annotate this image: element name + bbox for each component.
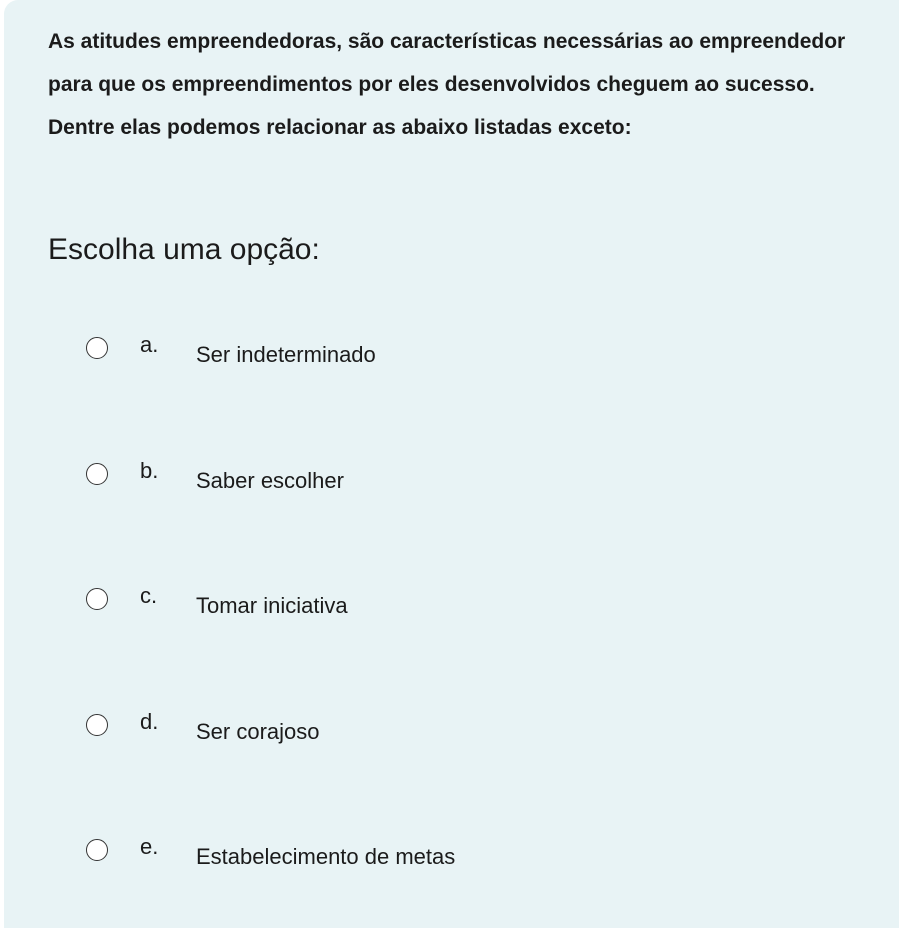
option-label[interactable]: Tomar iniciativa (196, 593, 348, 618)
option-letter: c. (140, 583, 158, 608)
radio-button-icon[interactable] (86, 588, 108, 610)
option-letter: e. (140, 834, 159, 859)
option-letter: b. (140, 458, 159, 483)
option-a[interactable] (80, 331, 680, 371)
option-letter: d. (140, 709, 159, 734)
option-c[interactable] (80, 582, 680, 622)
radio-button-icon[interactable] (86, 714, 108, 736)
option-letter: a. (140, 332, 159, 357)
option-e[interactable] (80, 833, 680, 873)
radio-button-icon[interactable] (86, 463, 108, 485)
option-label[interactable]: Estabelecimento de metas (196, 844, 456, 869)
options-list (4, 0, 899, 928)
option-d[interactable] (80, 708, 680, 748)
option-label[interactable]: Ser indeterminado (196, 342, 376, 367)
choose-option-prompt: Escolha uma opção: (48, 233, 320, 266)
option-label[interactable]: Saber escolher (196, 468, 344, 493)
option-label[interactable]: Ser corajoso (196, 719, 320, 744)
question-card (4, 0, 899, 928)
question-text: As atitudes empreendedoras, são características necessárias ao empreendedor para que os empreendimentos por eles desenvolvidos cheguem ao sucesso. Dentre elas podemos relacionar as abaixo listadas exceto: (48, 30, 846, 139)
option-b[interactable] (80, 457, 680, 497)
radio-button-icon[interactable] (86, 337, 108, 359)
radio-button-icon[interactable] (86, 839, 108, 861)
